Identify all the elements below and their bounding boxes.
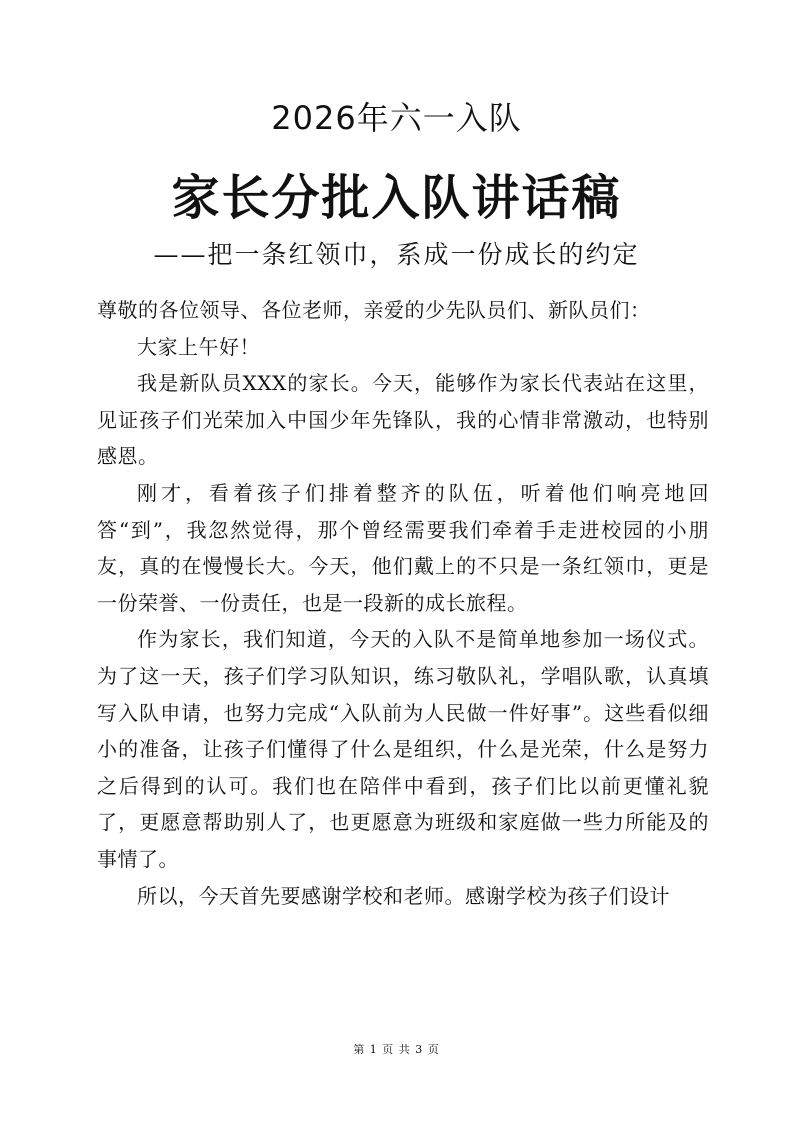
paragraph-introduction: 我是新队员XXX的家长。今天，能够作为家长代表站在这里，见证孩子们光荣加入中国少年先锋队，我的心情非常激动，也特别感恩。 [97,371,709,469]
document-subtitle: ——把一条红领巾，系成一份成长的约定 [153,240,640,269]
paragraph-greeting: 大家上午好！ [137,334,260,359]
paragraph-observation: 刚才，看着孩子们排着整齐的队伍，听着他们响亮地回答“到”，我忽然觉得，那个曾经需要我们牵着手走进校园的小朋友，真的在慢慢长大。今天，他们戴上的不只是一条红领巾，更是一份荣誉、一份责任，也是一段新的成长旅程。 [97,480,709,615]
paragraph-gratitude: 所以，今天首先要感谢学校和老师。感谢学校为孩子们设计 [137,883,670,908]
page-number-footer: 第 1 页 共 3 页 [353,1043,440,1056]
document-title-line1: 2026年六一入队 [271,99,522,137]
salutation: 尊敬的各位领导、各位老师，亲爱的少先队员们、新队员们： [97,298,651,322]
paragraph-preparation: 作为家长，我们知道，今天的入队不是简单地参加一场仪式。为了这一天，孩子们学习队知识，练习敬队礼，学唱队歌，认真填写入队申请，也努力完成“入队前为人民做一件好事”。这些看似细小的准备，让孩子们懂得了什么是组织，什么是光荣，什么是努力之后得到的认可。我们也在陪伴中看到，孩子们比以前更懂礼貌了，更愿意帮助别人了，也更愿意为班级和家庭做一些力所能及的事情了。 [97,627,709,871]
document-title-line2: 家长分批入队讲话稿 [171,170,622,226]
document-body [97,292,709,914]
